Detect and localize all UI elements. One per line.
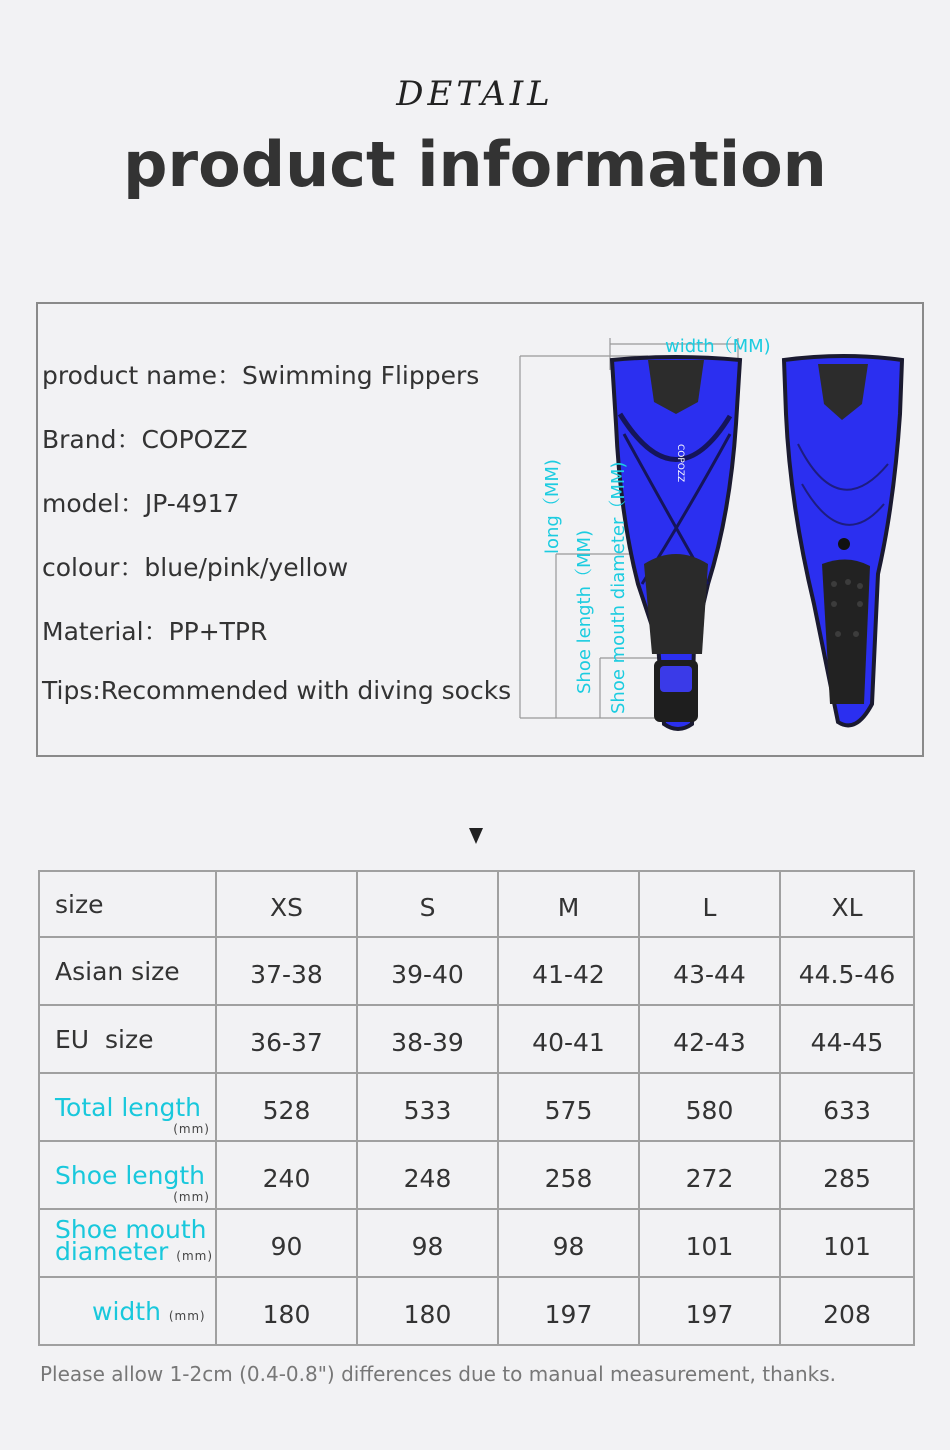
fin-diagram [508, 304, 926, 759]
table-cell: 90 [216, 1209, 357, 1277]
table-cell: 39-40 [357, 937, 498, 1005]
shoe-mouth-dimension-label: Shoe mouth diameter（MM) [608, 461, 629, 714]
table-cell: 98 [357, 1209, 498, 1277]
fin-brand-text: COPOZZ [675, 444, 685, 483]
table-row [39, 1277, 914, 1345]
table-cell: 40-41 [498, 1005, 639, 1073]
size-m: M [498, 871, 639, 937]
table-cell: 180 [216, 1277, 357, 1345]
unit-label: (mm) [168, 1308, 206, 1323]
table-row [39, 1141, 914, 1209]
row-label-text: Total length [55, 1092, 202, 1122]
row-label-shoe-mouth-diameter [39, 1209, 216, 1277]
measurement-footnote: Please allow 1-2cm (0.4-0.8") differences due to manual measurement, thanks. [40, 1362, 837, 1386]
row-label-asian-size: Asian size [39, 937, 216, 1005]
table-cell: 98 [498, 1209, 639, 1277]
shoe-length-dimension-label: Shoe length（MM) [574, 529, 595, 694]
row-label-total-length [39, 1073, 216, 1141]
table-cell: 43-44 [639, 937, 780, 1005]
table-cell: 44.5-46 [780, 937, 914, 1005]
unit-label: (mm) [173, 1190, 210, 1204]
info-material: Material：PP+TPR [42, 617, 268, 646]
table-cell: 38-39 [357, 1005, 498, 1073]
table-cell: 42-43 [639, 1005, 780, 1073]
table-cell: 41-42 [498, 937, 639, 1005]
table-row [39, 1073, 914, 1141]
table-cell: 533 [357, 1073, 498, 1141]
size-s: S [357, 871, 498, 937]
row-label-text: Shoe mouth [55, 1215, 207, 1244]
table-cell: 197 [639, 1277, 780, 1345]
table-cell: 37-38 [216, 937, 357, 1005]
row-label-shoe-length [39, 1141, 216, 1209]
size-xl: XL [780, 871, 914, 937]
table-cell: 208 [780, 1277, 914, 1345]
long-dimension-label: long（MM) [542, 459, 563, 554]
row-label-text: width [92, 1296, 161, 1326]
table-cell: 180 [357, 1277, 498, 1345]
row-label-eu-size: EU size [39, 1005, 216, 1073]
unit-label: (mm) [176, 1249, 214, 1263]
table-row [39, 1209, 914, 1277]
size-xs: XS [216, 871, 357, 937]
product-info-panel [36, 302, 924, 757]
info-brand: Brand：COPOZZ [42, 425, 248, 454]
table-row [39, 1005, 914, 1073]
table-cell: 258 [498, 1141, 639, 1209]
table-cell: 101 [639, 1209, 780, 1277]
table-cell: 248 [357, 1141, 498, 1209]
info-tips: Tips:Recommended with diving socks [42, 676, 512, 705]
arrow-down-icon [469, 828, 483, 844]
table-header-row [39, 871, 914, 937]
width-dimension-label: width（MM) [665, 336, 771, 357]
table-cell: 197 [498, 1277, 639, 1345]
table-cell: 272 [639, 1141, 780, 1209]
table-cell: 575 [498, 1073, 639, 1141]
row-label-text: Shoe length [55, 1160, 206, 1190]
table-cell: 285 [780, 1141, 914, 1209]
row-label-text-line2: diameter [55, 1237, 169, 1266]
table-cell: 580 [639, 1073, 780, 1141]
info-product-name: product name：Swimming Flippers [42, 361, 480, 390]
table-cell: 101 [780, 1209, 914, 1277]
row-label-width [39, 1277, 216, 1345]
info-colour: colour：blue/pink/yellow [42, 553, 349, 582]
info-model: model：JP-4917 [42, 489, 240, 518]
size-l: L [639, 871, 780, 937]
table-cell: 633 [780, 1073, 914, 1141]
size-chart-table [38, 870, 915, 1346]
page-title: product information [123, 128, 827, 201]
table-cell: 528 [216, 1073, 357, 1141]
table-cell: 36-37 [216, 1005, 357, 1073]
table-cell: 240 [216, 1141, 357, 1209]
table-cell: 44-45 [780, 1005, 914, 1073]
unit-label: (mm) [173, 1122, 210, 1136]
table-row [39, 937, 914, 1005]
table-header-size: size [39, 871, 216, 937]
detail-script-heading: DETAIL [396, 74, 554, 114]
